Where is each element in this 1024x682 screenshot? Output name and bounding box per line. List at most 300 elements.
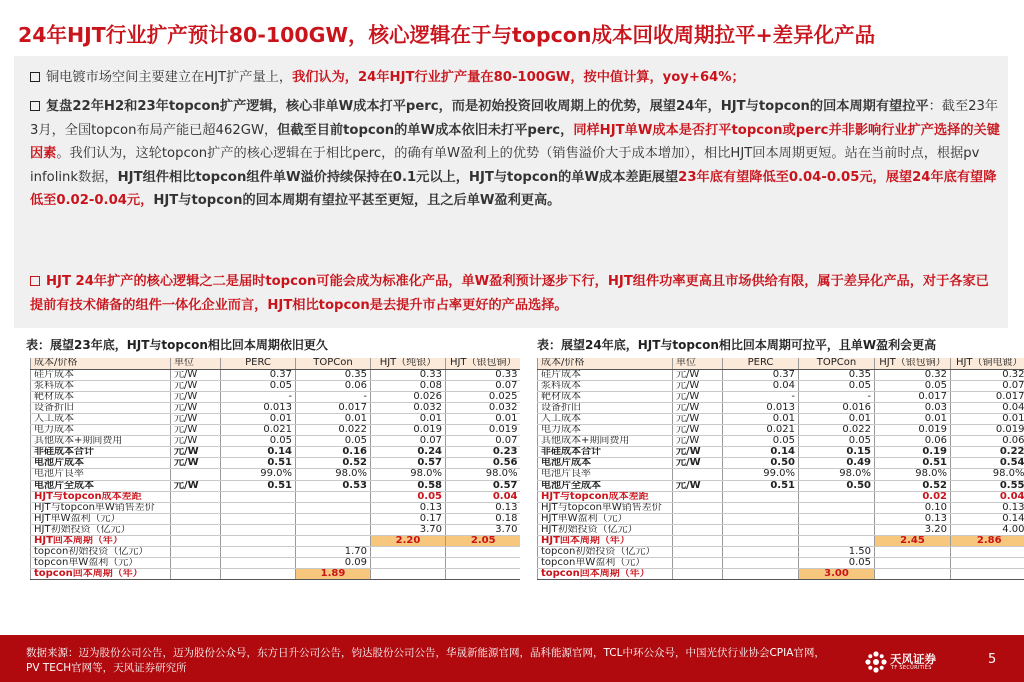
table-row [31, 402, 521, 413]
table-cell: topcon初始投资（亿元） [31, 547, 171, 558]
table-cell: 0.09 [296, 558, 371, 569]
table-cell: HJT回本周期（年） [31, 536, 171, 547]
table-cell: HJT单W盈利（元） [31, 513, 171, 524]
table-cell: 设备折旧 [31, 402, 171, 413]
table-cell: 0.04 [723, 380, 799, 391]
table-cell: 0.07 [446, 436, 521, 447]
table-cell [673, 558, 723, 569]
bullet-3 [30, 270, 1000, 317]
table-cell: 0.56 [446, 458, 521, 469]
table-cell [171, 469, 221, 480]
table-cell [951, 558, 1024, 569]
table-header-cell: HJT（银包铜） [446, 358, 521, 369]
table-cell [221, 547, 296, 558]
table-cell: 2.05 [446, 536, 521, 547]
table-cell: HJT初始投资（亿元） [31, 524, 171, 535]
table-cell: 0.33 [446, 369, 521, 380]
table-cell [171, 491, 221, 502]
table-row [31, 547, 521, 558]
table-cell [296, 502, 371, 513]
table-cell: 0.15 [799, 447, 875, 458]
table-row [538, 536, 1024, 547]
table-cell: 0.32 [875, 369, 951, 380]
table-row [538, 402, 1024, 413]
bullet-2-text-d: 同样HJT单W成本是否打平topcon或perc并非影响行业扩产选择的关键因素 [30, 122, 1000, 161]
bullet-3-text: HJT 24年扩产的核心逻辑之二是届时topcon可能会成为标准化产品，单W盈利预计逐步下行，HJT组件功率更高且市场供给有限，属于差异化产品，对于各家已提前有技术储备的组件一体化企业而言，HJT相比topcon是去提升市占率更好的产品选择。 [30, 274, 989, 313]
table-cell [673, 469, 723, 480]
page-number: 5 [988, 652, 997, 667]
table-cell: 0.01 [446, 413, 521, 424]
table-cell: 0.51 [875, 458, 951, 469]
bullet-1 [30, 66, 1000, 90]
table-cell: 0.04 [951, 491, 1024, 502]
table-row [538, 458, 1024, 469]
right-table-caption: 表：展望24年底，HJT与topcon相比回本周期可拉平，且单W盈利会更高 [537, 338, 937, 352]
table-cell [221, 513, 296, 524]
table-cell: - [723, 391, 799, 402]
bullet-2-text-b: ：截至23年3月，全国topcon布局产能已超462GW， [30, 99, 999, 138]
table-cell: 0.24 [371, 447, 446, 458]
table-cell [673, 513, 723, 524]
table-row [31, 369, 521, 380]
table-cell: 0.10 [875, 502, 951, 513]
table-cell: topcon初始投资（亿元） [538, 547, 673, 558]
table-cell: 0.13 [446, 502, 521, 513]
table-cell [799, 536, 875, 547]
tianfeng-logo-icon [864, 650, 888, 674]
table-cell: 0.01 [951, 413, 1024, 424]
table-cell: 元/W [673, 402, 723, 413]
table-cell: 电池片成本 [538, 458, 673, 469]
table-cell [673, 491, 723, 502]
table-row [31, 458, 521, 469]
table-cell: 0.58 [371, 480, 446, 491]
table-row [31, 447, 521, 458]
table-cell: 0.50 [799, 480, 875, 491]
table-cell: 0.019 [951, 425, 1024, 436]
table-cell: 0.017 [875, 391, 951, 402]
table-cell [723, 502, 799, 513]
table-cell: 0.01 [799, 413, 875, 424]
table-cell: 硅片成本 [538, 369, 673, 380]
table-cell: 2.45 [875, 536, 951, 547]
bullet-square-icon [30, 101, 40, 111]
table-cell [371, 569, 446, 580]
table-cell: 硅片成本 [31, 369, 171, 380]
table-header-cell: PERC [221, 358, 296, 369]
table-cell: 0.05 [296, 436, 371, 447]
table-row [538, 380, 1024, 391]
table-cell [171, 502, 221, 513]
logo-subtext: TF SECURITIES [891, 665, 932, 671]
table-cell: 99.0% [723, 469, 799, 480]
table-cell: 设备折旧 [538, 402, 673, 413]
table-cell: 浆料成本 [31, 380, 171, 391]
table-cell: 靶材成本 [31, 391, 171, 402]
table-cell [221, 491, 296, 502]
table-row [538, 491, 1024, 502]
table-cell: 0.05 [723, 436, 799, 447]
table-cell [296, 491, 371, 502]
table-cell: 0.021 [221, 425, 296, 436]
table-cell [171, 536, 221, 547]
table-cell: 元/W [171, 391, 221, 402]
bullet-2-text-c: 但截至目前topcon的单W成本依旧未打平perc， [277, 122, 574, 138]
table-cell [673, 536, 723, 547]
table-cell [673, 502, 723, 513]
table-cell: 0.18 [446, 513, 521, 524]
table-row [31, 436, 521, 447]
table-cell: 98.0% [799, 469, 875, 480]
table-cell [673, 569, 723, 580]
table-cell: 非硅成本合计 [31, 447, 171, 458]
table-header-cell: HJT（纯银） [371, 358, 446, 369]
table-cell: 元/W [673, 369, 723, 380]
table-cell: 0.03 [875, 402, 951, 413]
table-cell [799, 491, 875, 502]
table-cell: 0.01 [371, 413, 446, 424]
table-cell: 0.05 [799, 558, 875, 569]
table-cell [296, 524, 371, 535]
table-cell: 电池片良率 [31, 469, 171, 480]
table-row [538, 425, 1024, 436]
table-cell: 0.05 [221, 436, 296, 447]
table-row [31, 502, 521, 513]
table-cell: 1.89 [296, 569, 371, 580]
table-cell: 人工成本 [31, 413, 171, 424]
table-cell: 0.016 [799, 402, 875, 413]
table-cell: 0.37 [221, 369, 296, 380]
table-row [31, 380, 521, 391]
table-cell: 3.70 [446, 524, 521, 535]
table-row [31, 558, 521, 569]
table-cell: 0.017 [951, 391, 1024, 402]
table-cell: 0.52 [875, 480, 951, 491]
table-cell: 0.01 [875, 413, 951, 424]
table-cell: 0.06 [296, 380, 371, 391]
bullet-2-text-g: 23年底有望降低至0.04-0.05元，展望24年底有望降低至0.02-0.04元， [30, 169, 997, 208]
table-row [31, 513, 521, 524]
table-cell: 0.32 [951, 369, 1024, 380]
table-cell: 0.17 [371, 513, 446, 524]
table-cell [371, 547, 446, 558]
logo-text: 天风证券 [890, 652, 936, 666]
table-cell: 元/W [673, 413, 723, 424]
table-cell [723, 524, 799, 535]
table-cell [951, 569, 1024, 580]
bullet-2-text-f: HJT组件相比topcon组件单W溢价持续保持在0.1元以上，HJT与topcon的单W成本差距展望 [117, 169, 679, 185]
table-cell [221, 524, 296, 535]
bullet-square-icon [30, 276, 40, 286]
table-cell: 元/W [171, 458, 221, 469]
table-cell: 98.0% [875, 469, 951, 480]
table-cell [723, 491, 799, 502]
table-cell: 0.33 [371, 369, 446, 380]
table-cell [171, 569, 221, 580]
table-row [31, 480, 521, 491]
table-cell: 3.20 [875, 524, 951, 535]
table-cell: 元/W [673, 391, 723, 402]
table-cell [446, 547, 521, 558]
table-cell [673, 524, 723, 535]
table-cell: 4.00 [951, 524, 1024, 535]
table-cell: 0.14 [951, 513, 1024, 524]
company-logo [864, 650, 944, 674]
table-cell: 0.013 [723, 402, 799, 413]
table-header-cell: 单位 [171, 358, 221, 369]
table-cell: 0.50 [723, 458, 799, 469]
table-cell: topcon回本周期（年） [538, 569, 673, 580]
table-cell [799, 513, 875, 524]
left-cost-table [30, 358, 520, 635]
table-cell: 0.01 [221, 413, 296, 424]
table-row [31, 425, 521, 436]
table-cell [875, 558, 951, 569]
table-cell: 0.022 [296, 425, 371, 436]
table-cell: 3.70 [371, 524, 446, 535]
table-cell: 0.04 [446, 491, 521, 502]
table-cell [951, 547, 1024, 558]
table-cell [221, 569, 296, 580]
bullet-2-text-e: 。我们认为，这轮topcon扩产的核心逻辑在于相比perc，的确有单W盈利上的优势（销售溢价大于成本增加），相比HJT回本周期更短。站在当前时点，根据pv infolink数据， [30, 146, 980, 185]
table-cell: 0.06 [875, 436, 951, 447]
table-row [538, 369, 1024, 380]
table-row [538, 469, 1024, 480]
table-header-cell: 单位 [673, 358, 723, 369]
table-cell: HJT与topcon成本差距 [538, 491, 673, 502]
table-cell [221, 558, 296, 569]
table-row [31, 569, 521, 580]
table-cell: 0.032 [371, 402, 446, 413]
table-cell: 98.0% [296, 469, 371, 480]
table-cell: HJT与topcon成本差距 [31, 491, 171, 502]
table-cell: 0.51 [221, 458, 296, 469]
table-row [538, 547, 1024, 558]
table-cell: 0.14 [221, 447, 296, 458]
table-cell: 元/W [171, 369, 221, 380]
table-cell: 元/W [673, 480, 723, 491]
table-cell: 人工成本 [538, 413, 673, 424]
table-cell: HJT与topcon单W销售差价 [538, 502, 673, 513]
table-header-row [31, 358, 521, 369]
table-cell: - [799, 391, 875, 402]
table-cell: 元/W [171, 380, 221, 391]
table-cell: 2.20 [371, 536, 446, 547]
table-cell: topcon回本周期（年） [31, 569, 171, 580]
table-cell: topcon单W盈利（元） [538, 558, 673, 569]
table-cell: 电力成本 [538, 425, 673, 436]
table-cell [171, 547, 221, 558]
table-cell: 0.08 [371, 380, 446, 391]
table-cell: 元/W [171, 413, 221, 424]
table-cell: 0.13 [371, 502, 446, 513]
table-cell [171, 513, 221, 524]
table-cell: 1.50 [799, 547, 875, 558]
table-cell: 0.07 [371, 436, 446, 447]
bullet-2-text-a: 复盘22年H2和23年topcon扩产逻辑，核心非单W成本打平perc，而是初始投资回收周期上的优势，展望24年，HJT与topcon的回本周期有望拉平 [46, 99, 929, 114]
table-cell [875, 569, 951, 580]
table-cell: 1.70 [296, 547, 371, 558]
table-header-cell: 成本/价格 [538, 358, 673, 369]
table-cell: 电池片全成本 [31, 480, 171, 491]
table-cell: 0.19 [875, 447, 951, 458]
table-cell [296, 536, 371, 547]
table-header-cell: HJT（铜电镀） [951, 358, 1024, 369]
table-header-row [538, 358, 1024, 369]
table-row [31, 491, 521, 502]
table-cell [673, 547, 723, 558]
table-cell [723, 513, 799, 524]
table-header-cell: TOPCon [296, 358, 371, 369]
table-row [538, 480, 1024, 491]
table-cell: 电池片成本 [31, 458, 171, 469]
table-cell [446, 569, 521, 580]
table-cell: 0.019 [371, 425, 446, 436]
table-cell: HJT初始投资（亿元） [538, 524, 673, 535]
table-cell: 0.52 [296, 458, 371, 469]
table-row [31, 391, 521, 402]
left-table-caption: 表：展望23年底，HJT与topcon相比回本周期依旧更久 [26, 338, 328, 352]
table-cell [723, 569, 799, 580]
table-row [538, 569, 1024, 580]
table-cell: - [221, 391, 296, 402]
table-cell: 0.05 [875, 380, 951, 391]
table-cell: 0.51 [723, 480, 799, 491]
table-cell: 电力成本 [31, 425, 171, 436]
table-cell: 0.37 [723, 369, 799, 380]
table-row [538, 391, 1024, 402]
table-cell: 其他成本+期间费用 [538, 436, 673, 447]
table-cell [171, 524, 221, 535]
table-cell: 0.57 [371, 458, 446, 469]
table-cell: 0.05 [799, 436, 875, 447]
table-cell: - [296, 391, 371, 402]
table-cell: 0.026 [371, 391, 446, 402]
table-cell: 0.51 [221, 480, 296, 491]
table-cell: 0.013 [221, 402, 296, 413]
table-cell [171, 558, 221, 569]
table-cell: 0.14 [723, 447, 799, 458]
table-cell [371, 558, 446, 569]
table-cell: 0.05 [799, 380, 875, 391]
table-cell: 0.49 [799, 458, 875, 469]
table-cell: 元/W [171, 447, 221, 458]
table-cell: 98.0% [446, 469, 521, 480]
table-row [31, 469, 521, 480]
table-cell: 元/W [673, 447, 723, 458]
table-cell: 元/W [171, 402, 221, 413]
table-cell: 0.07 [951, 380, 1024, 391]
table-cell [723, 536, 799, 547]
table-cell [296, 513, 371, 524]
table-cell: 0.017 [296, 402, 371, 413]
table-header-cell: TOPCon [799, 358, 875, 369]
table-row [31, 413, 521, 424]
table-cell: 0.02 [875, 491, 951, 502]
bullet-square-icon [30, 72, 40, 82]
table-cell: 0.01 [296, 413, 371, 424]
table-cell [221, 502, 296, 513]
table-cell: 98.0% [371, 469, 446, 480]
table-row [538, 513, 1024, 524]
table-cell: 0.01 [723, 413, 799, 424]
table-cell: 0.022 [799, 425, 875, 436]
table-cell: 元/W [673, 380, 723, 391]
table-cell [875, 547, 951, 558]
table-header-cell: PERC [723, 358, 799, 369]
table-cell: 0.06 [951, 436, 1024, 447]
table-cell: 元/W [673, 436, 723, 447]
table-row [538, 447, 1024, 458]
table-cell: 元/W [171, 436, 221, 447]
right-cost-table [537, 358, 1024, 635]
table-row [31, 536, 521, 547]
table-cell: HJT与topcon单W销售差价 [31, 502, 171, 513]
table-header-cell: 成本/价格 [31, 358, 171, 369]
table-cell: 元/W [673, 458, 723, 469]
table-cell [799, 524, 875, 535]
table-cell [799, 502, 875, 513]
table-cell: 2.86 [951, 536, 1024, 547]
table-cell: 0.021 [723, 425, 799, 436]
table-row [31, 524, 521, 535]
data-source-note: 数据来源：迈为股份公司公告，迈为股份公众号，东方日升公司公告，钧达股份公司公告，华晟新能源官网，晶科能源官网，TCL中环公众号，中国光伏行业协会CPIA官网，PV TECH官网等，天风证券研究所 [26, 647, 825, 674]
table-cell: 0.16 [296, 447, 371, 458]
bullet-1-text-b: 我们认为，24年HJT行业扩产量在80-100GW，按中值计算，yoy+64%； [292, 70, 745, 85]
table-cell: 元/W [673, 425, 723, 436]
table-cell: 电池片全成本 [538, 480, 673, 491]
table-cell: 0.019 [446, 425, 521, 436]
table-cell: topcon单W盈利（元） [31, 558, 171, 569]
table-cell: 0.55 [951, 480, 1024, 491]
table-cell: 98.0% [951, 469, 1024, 480]
table-cell: HJT单W盈利（元） [538, 513, 673, 524]
bullet-2 [30, 95, 1000, 213]
table-cell: 浆料成本 [538, 380, 673, 391]
table-cell: 其他成本+期间费用 [31, 436, 171, 447]
table-cell [221, 536, 296, 547]
table-cell: 0.07 [446, 380, 521, 391]
table-cell: 0.23 [446, 447, 521, 458]
table-cell: 0.05 [371, 491, 446, 502]
table-cell [723, 558, 799, 569]
table-cell: 电池片良率 [538, 469, 673, 480]
table-row [538, 436, 1024, 447]
table-cell: 0.019 [875, 425, 951, 436]
table-cell: 0.54 [951, 458, 1024, 469]
table-cell: 元/W [171, 425, 221, 436]
table-cell: 非硅成本合计 [538, 447, 673, 458]
table-cell: 0.57 [446, 480, 521, 491]
table-cell: 0.13 [951, 502, 1024, 513]
table-cell: 0.032 [446, 402, 521, 413]
table-cell: 99.0% [221, 469, 296, 480]
table-row [538, 524, 1024, 535]
table-cell: 0.05 [221, 380, 296, 391]
table-cell [723, 547, 799, 558]
bullet-2-text-h: HJT与topcon的回本周期有望拉平甚至更短，且之后单W盈利更高。 [153, 193, 561, 208]
table-cell: 0.025 [446, 391, 521, 402]
table-row [538, 413, 1024, 424]
table-cell: 0.53 [296, 480, 371, 491]
table-cell: 0.13 [875, 513, 951, 524]
table-header-cell: HJT（银包铜） [875, 358, 951, 369]
table-cell: 0.04 [951, 402, 1024, 413]
page-title: 24年HJT行业扩产预计80-100GW，核心逻辑在于与topcon成本回收周期拉平+差异化产品 [18, 23, 876, 47]
table-row [538, 502, 1024, 513]
table-cell: 0.35 [296, 369, 371, 380]
table-cell: 3.00 [799, 569, 875, 580]
